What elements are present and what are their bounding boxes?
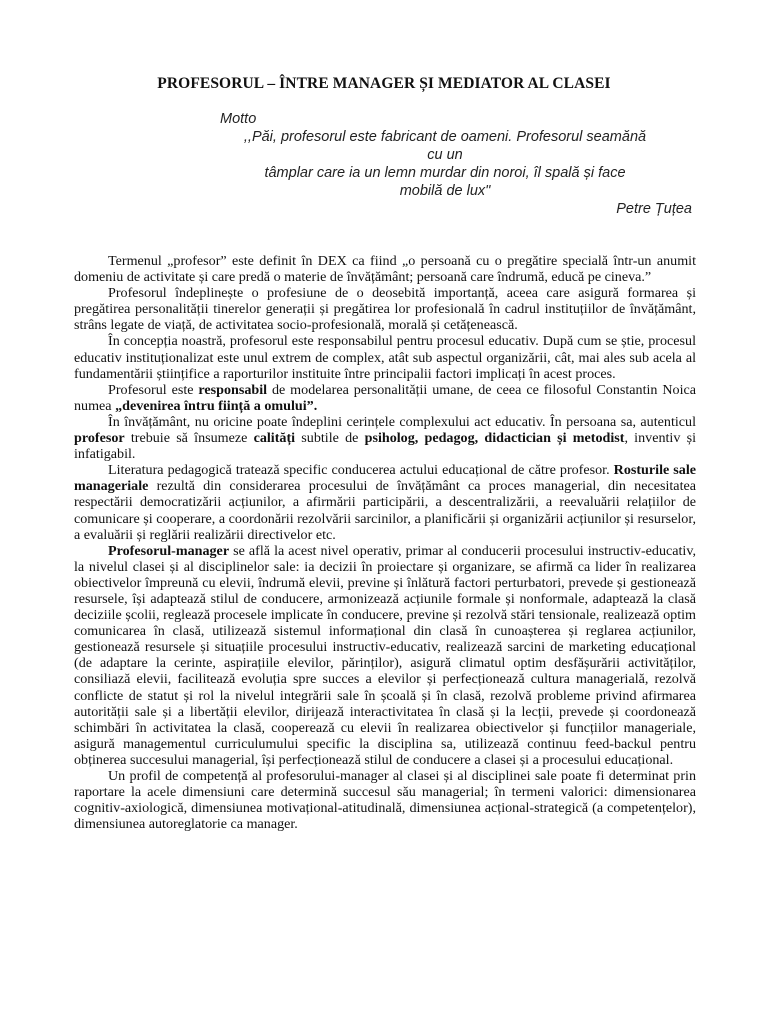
- paragraph-text: rezultă din considerarea procesului de învățământ ca proces managerial, din necesitatea respectării democratizării acțiunilor, a afirmării participării, a descentralizării, a reevaluării relațiilor de comunicare și cooperare, a coordonării rezolvării sarcinilor, a planificării și organizării acțiunilor și resurselor, a evaluării și reglării realizării directivelor etc.: [74, 478, 696, 543]
- bold-text: profesor: [74, 430, 125, 447]
- paragraph-text: În concepția noastră, profesorul este responsabilul pentru procesul educativ. După cum se știe, procesul educativ instituționalizat este unul extrem de complex, atât sub aspectul organizării, cât, mai ales sub acela al fundamentării științifice a raporturilor instituite între principalii factori implicați în acest proces.: [74, 333, 696, 382]
- body-paragraph: [74, 543, 696, 768]
- paragraph-text: Profesorul îndeplinește o profesiune de o deosebită importanță, aceea care asigură formarea și pregătirea personalității tinerelor generații și pregătirea lor profesională în cadrul instituțiilor de învățământ, strâns legate de viață, de activitatea socio-profesională, morală și cetățenească.: [74, 285, 696, 334]
- body-paragraph: [74, 768, 696, 832]
- motto-label: Motto: [220, 111, 257, 127]
- bold-text: „devenirea întru ființă a omului”.: [115, 397, 318, 414]
- paragraph-text: Literatura pedagogică tratează specific conducerea actului educațional de către profesor.: [108, 462, 614, 479]
- paragraph-text: În învățământ, nu oricine poate îndeplini cerințele complexului act educativ. În persoana sa, autenticul: [108, 413, 696, 430]
- bold-text: calități: [253, 430, 296, 447]
- document-title: PROFESORUL – ÎNTRE MANAGER ȘI MEDIATOR AL CLASEI: [157, 75, 611, 92]
- paragraph-text: trebuie să însumeze: [124, 430, 254, 447]
- bold-text: psiholog, pedagog, didactician și metodist: [364, 430, 625, 447]
- bold-text: Rosturile sale manageriale: [74, 462, 696, 495]
- paragraph-text: se află la acest nivel operativ, primar al conducerii procesului instructiv-educativ, la nivelul clasei și al disciplinelor sale: ia decizii în proiectare și organizare, se afirmă ca lider în realizarea obiectivelor împreună cu elevii, îndrumă elevii, previne și înlătură factori perturbatori, prevede și gestionează resursele, își adaptează stilul de conducere, armonizează acțiunile formale și nonformale, adaptează la clasă deciziile școlii, reglează procesele implicate în conducere, previne și rezolvă stări tensionale, realizează optim comunicarea în clasă, utilizează sistemul informațional din clasă în cunoașterea și reglarea acțiunilor, gestionează resursele și situațiile procesului instructiv-educativ, realizează sarcini de marketing educațional (de adaptare la cerinte, aspirațiile elevilor, părinților), asigură climatul optim desfășurării activităților, consiliază elevii, facilitează evoluția spre succes a elevilor și perfecționează cultura managerială, rezolvă conflicte de statut și rol la nivelul integrării sale în școală și în clasă, rezolvă probleme privind afirmarea autorității sale și a libertății elevilor, dirijează interactivitatea în clasă și la lecții, prevede și coordonează schimbări în activitatea la clasă, cooperează cu elevii în realizarea obiectivelor și funcțiilor manageriale, asigură managementul curriculumului specific la disciplina sa, utilizează continuu feed-backul pentru obținerea succesului managerial, își perfecționează stilul de conducere a clasei și a procesului educațional.: [74, 542, 696, 768]
- motto-block: [190, 110, 700, 218]
- motto-line: ,,Păi, profesorul este fabricant de oameni. Profesorul seamănă: [243, 129, 647, 145]
- body-paragraph: [74, 333, 696, 381]
- paragraph-text: Termenul „profesor” este definit în DEX ca fiind „o persoană cu o pregătire specială într-un anumit domeniu de activitate și care predă o materie de învățământ; persoană care îndrumă, educă pe cineva.”: [74, 253, 696, 286]
- body-paragraph: [74, 253, 696, 285]
- paragraph-text: Un profil de competență al profesorului-manager al clasei și al disciplinei sale poate fi determinat prin raportare la acele dimensiuni care determină succesul său managerial; în termeni valorici: dimensionarea cognitiv-axiologică, dimensiunea motivațional-atitudinală, dimensiunea acțional-strategică (a competențelor), dimensiunea autoreglatorie ca manager.: [74, 768, 696, 833]
- body-paragraph: [74, 382, 696, 414]
- paragraph-text: Profesorul este: [108, 381, 199, 398]
- bold-text: Profesorul-manager: [108, 542, 230, 559]
- motto-line: tâmplar care ia un lemn murdar din noroi, îl spală și face: [264, 165, 626, 181]
- motto-line: cu un: [427, 147, 463, 163]
- motto-line: mobilă de lux": [399, 183, 491, 199]
- bold-text: responsabil: [198, 381, 268, 398]
- motto-author: Petre Țuțea: [616, 201, 692, 217]
- paragraph-text: subtile de: [295, 430, 365, 447]
- document-body: [74, 253, 696, 832]
- paragraph-text: , inventiv și infatigabil.: [74, 430, 696, 463]
- body-paragraph: [74, 285, 696, 333]
- body-paragraph: [74, 414, 696, 462]
- paragraph-text: de modelarea personalității umane, de ceea ce filosoful Constantin Noica numea: [74, 381, 696, 414]
- body-paragraph: [74, 462, 696, 542]
